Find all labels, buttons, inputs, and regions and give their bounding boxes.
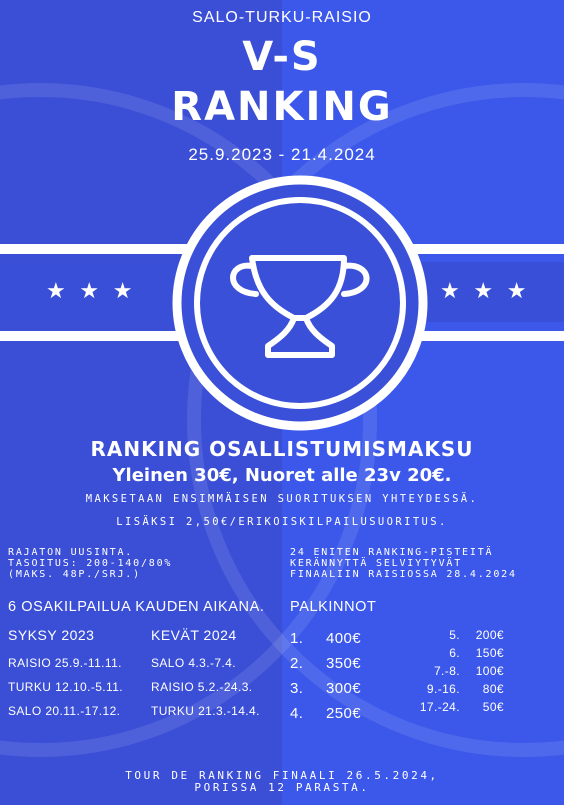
season-dates: 25.9.2023 - 21.4.2024: [188, 145, 376, 164]
list-item: TURKU 21.3.-14.4.: [151, 704, 260, 718]
prize-row: 5. 200€: [449, 628, 504, 642]
prize-row: 9.-16. 80€: [426, 682, 504, 696]
stars-right: ★ ★ ★: [440, 279, 530, 304]
fee-note-extra: LISÄKSI 2,50€/ERIKOISKILPAILUSUORITUS.: [116, 516, 448, 528]
autumn-list: [8, 651, 123, 723]
competitions-heading: 6 OSAKILPAILUA KAUDEN AIKANA.: [8, 599, 265, 615]
page-title-line2: RANKING: [171, 84, 393, 130]
stars-left: ★ ★ ★: [46, 279, 136, 304]
rule-line: (MAKS. 48P./SRJ.): [8, 569, 141, 580]
spring-title: KEVÄT 2024: [151, 627, 237, 643]
prizes-main: [290, 626, 361, 726]
emblem-outer-ring: [177, 180, 423, 426]
footer-line1: TOUR DE RANKING FINAALI 26.5.2024,: [125, 769, 439, 782]
list-item: RAISIO 25.9.-11.11.: [8, 656, 122, 670]
rules-left: [8, 547, 172, 580]
rule-line: RAJATON UUSINTA.: [8, 547, 134, 558]
prizes-heading: PALKINNOT: [290, 599, 377, 615]
list-item: SALO 20.11.-17.12.: [8, 704, 121, 718]
list-item: SALO 4.3.-7.4.: [151, 656, 236, 670]
rule-line: TASOITUS: 200-140/80%: [8, 558, 173, 569]
rule-line: 24 ENITEN RANKING-PISTEITÄ: [290, 547, 494, 558]
prize-row: 17.-24. 50€: [419, 700, 504, 714]
prize-row: 6. 150€: [449, 646, 504, 660]
prize-row: 4. 250€: [290, 705, 361, 722]
page-title-line1: V-S: [242, 34, 322, 80]
fee-heading: RANKING OSALLISTUMISMAKSU: [90, 437, 474, 461]
fee-prices: Yleinen 30€, Nuoret alle 23v 20€.: [112, 465, 452, 486]
prize-row: 2. 350€: [290, 655, 361, 672]
footer-line2: PORISSA 12 PARASTA.: [194, 781, 370, 794]
prize-row: 1. 400€: [290, 630, 361, 647]
rules-right: [290, 547, 517, 580]
prize-row: 3. 300€: [290, 680, 361, 697]
fee-note-payment: MAKSETAAN ENSIMMÄISEN SUORITUKSEN YHTEYDESSÄ.: [85, 493, 479, 505]
prizes-other: [396, 626, 504, 716]
rule-line: FINAALIIN RAISIOSSA 28.4.2024: [290, 569, 517, 580]
spring-list: [151, 651, 260, 723]
autumn-title: SYKSY 2023: [8, 627, 95, 643]
organizers: SALO-TURKU-RAISIO: [192, 9, 372, 26]
rule-line: KERÄNNYTTÄ SELVIYTYVÄT: [290, 558, 463, 569]
list-item: TURKU 12.10.-5.11.: [8, 680, 124, 694]
list-item: RAISIO 5.2.-24.3.: [151, 680, 253, 694]
prize-row: 7.-8. 100€: [433, 664, 504, 678]
